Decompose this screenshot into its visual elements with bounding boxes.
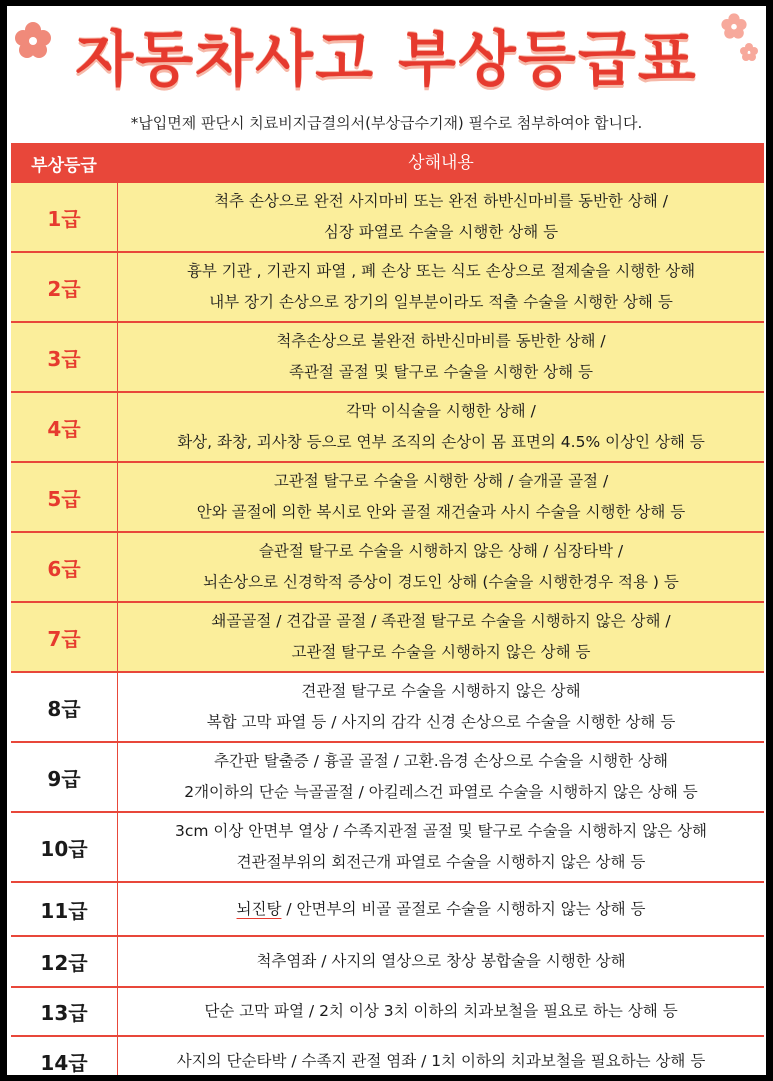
grade-cell: 13급 [11, 988, 118, 1035]
table-row [11, 393, 764, 463]
content-line: 견관절 탈구로 수술을 시행하지 않은 상해 [301, 682, 581, 700]
grade-cell: 1급 [11, 183, 118, 251]
content-line: 2개이하의 단순 늑골골절 / 아킬레스건 파열로 수술을 시행하지 않은 상해 등 [184, 783, 698, 801]
header-grade: 부상등급 [11, 143, 118, 183]
table-row [11, 673, 764, 743]
content-line: 화상, 좌창, 괴사창 등으로 연부 조직의 손상이 몸 표면의 4.5% 이상인 상해 등 [177, 433, 705, 451]
content-cell [118, 883, 764, 935]
underlined-term: 뇌진탕 [236, 899, 282, 918]
content-cell [118, 323, 764, 391]
table-row [11, 323, 764, 393]
content-cell [118, 533, 764, 601]
content-line: 단순 고막 파열 / 2치 이상 3치 이하의 치과보철을 필요로 하는 상해 등 [204, 1002, 678, 1020]
content-line: 척추염좌 / 사지의 열상으로 창상 봉합술을 시행한 상해 [256, 952, 626, 970]
content-line: 고관절 탈구로 수술을 시행한 상해 / 슬개골 골절 / [273, 472, 609, 490]
note-text: *납입면제 판단시 치료비지급결의서(부상급수기재) 필수로 첨부하여야 합니다. [130, 114, 643, 132]
grade-cell: 2급 [11, 253, 118, 321]
injury-grade-table [11, 143, 764, 1075]
content-line: 3cm 이상 안면부 열상 / 수족지관절 골절 및 탈구로 수술을 시행하지 않은 상해 [174, 822, 708, 840]
grade-cell: 11급 [11, 883, 118, 935]
content-line: 흉부 기관 , 기관지 파열 , 폐 손상 또는 식도 손상으로 절제술을 시행한 상해 [186, 262, 696, 280]
table-row [11, 937, 764, 988]
content-line: 사지의 단순타박 / 수족지 관절 염좌 / 1치 이하의 치과보철을 필요하는 상해 등 [176, 1052, 706, 1070]
table-row [11, 463, 764, 533]
content-cell [118, 937, 764, 986]
table-row [11, 1037, 764, 1075]
content-line: 뇌손상으로 신경학적 증상이 경도인 상해 (수술을 시행한경우 적용 ) 등 [203, 573, 679, 591]
grade-cell: 10급 [11, 813, 118, 881]
content-text: / 안면부의 비골 골절로 수술을 시행하지 않는 상해 등 [281, 899, 646, 918]
grade-cell: 8급 [11, 673, 118, 741]
table-row [11, 743, 764, 813]
content-cell [118, 743, 764, 811]
table-row [11, 533, 764, 603]
grade-cell: 3급 [11, 323, 118, 391]
content-line: 견관절부위의 회전근개 파열로 수술을 시행하지 않은 상해 등 [236, 853, 646, 871]
content-cell [118, 183, 764, 251]
content-cell [118, 1037, 764, 1075]
content-line: 추간판 탈출증 / 흉골 골절 / 고환.음경 손상으로 수술을 시행한 상해 [214, 752, 668, 770]
content-line [237, 894, 646, 925]
content-line: 슬관절 탈구로 수술을 시행하지 않은 상해 / 심장타박 / [258, 542, 624, 560]
grade-cell: 7급 [11, 603, 118, 671]
content-line: 복합 고막 파열 등 / 사지의 감각 신경 손상으로 수술을 시행한 상해 등 [206, 713, 676, 731]
content-cell [118, 603, 764, 671]
table-row [11, 183, 764, 253]
header-content: 상해내용 [408, 152, 474, 173]
table-row [11, 813, 764, 883]
grade-cell: 9급 [11, 743, 118, 811]
content-cell [118, 463, 764, 531]
page-title: 자동차사고 부상등급표 [75, 25, 698, 95]
grade-cell: 5급 [11, 463, 118, 531]
content-cell [118, 988, 764, 1035]
grade-cell: 4급 [11, 393, 118, 461]
table-row [11, 253, 764, 323]
content-line: 척추 손상으로 완전 사지마비 또는 완전 하반신마비를 동반한 상해 / [214, 192, 668, 210]
grade-cell: 6급 [11, 533, 118, 601]
content-line: 내부 장기 손상으로 장기의 일부분이라도 적출 수술을 시행한 상해 등 [209, 293, 673, 311]
grade-cell: 12급 [11, 937, 118, 986]
content-line: 족관절 골절 및 탈구로 수술을 시행한 상해 등 [288, 363, 593, 381]
table-header [11, 143, 764, 183]
content-line: 고관절 탈구로 수술을 시행하지 않은 상해 등 [291, 643, 591, 661]
table-row [11, 603, 764, 673]
grade-cell: 14급 [11, 1037, 118, 1075]
content-line: 안와 골절에 의한 복시로 안와 골절 재건술과 사시 수술을 시행한 상해 등 [196, 503, 686, 521]
content-cell [118, 673, 764, 741]
table-row [11, 988, 764, 1037]
content-cell [118, 253, 764, 321]
table-row [11, 883, 764, 937]
content-line: 각막 이식술을 시행한 상해 / [346, 402, 536, 420]
content-line: 심장 파열로 수술을 시행한 상해 등 [323, 223, 559, 241]
document-page [7, 6, 766, 1075]
content-line: 척추손상으로 불완전 하반신마비를 동반한 상해 / [276, 332, 606, 350]
content-line: 쇄골골절 / 견갑골 골절 / 족관절 탈구로 수술을 시행하지 않은 상해 / [211, 612, 671, 630]
content-cell [118, 813, 764, 881]
content-cell [118, 393, 764, 461]
